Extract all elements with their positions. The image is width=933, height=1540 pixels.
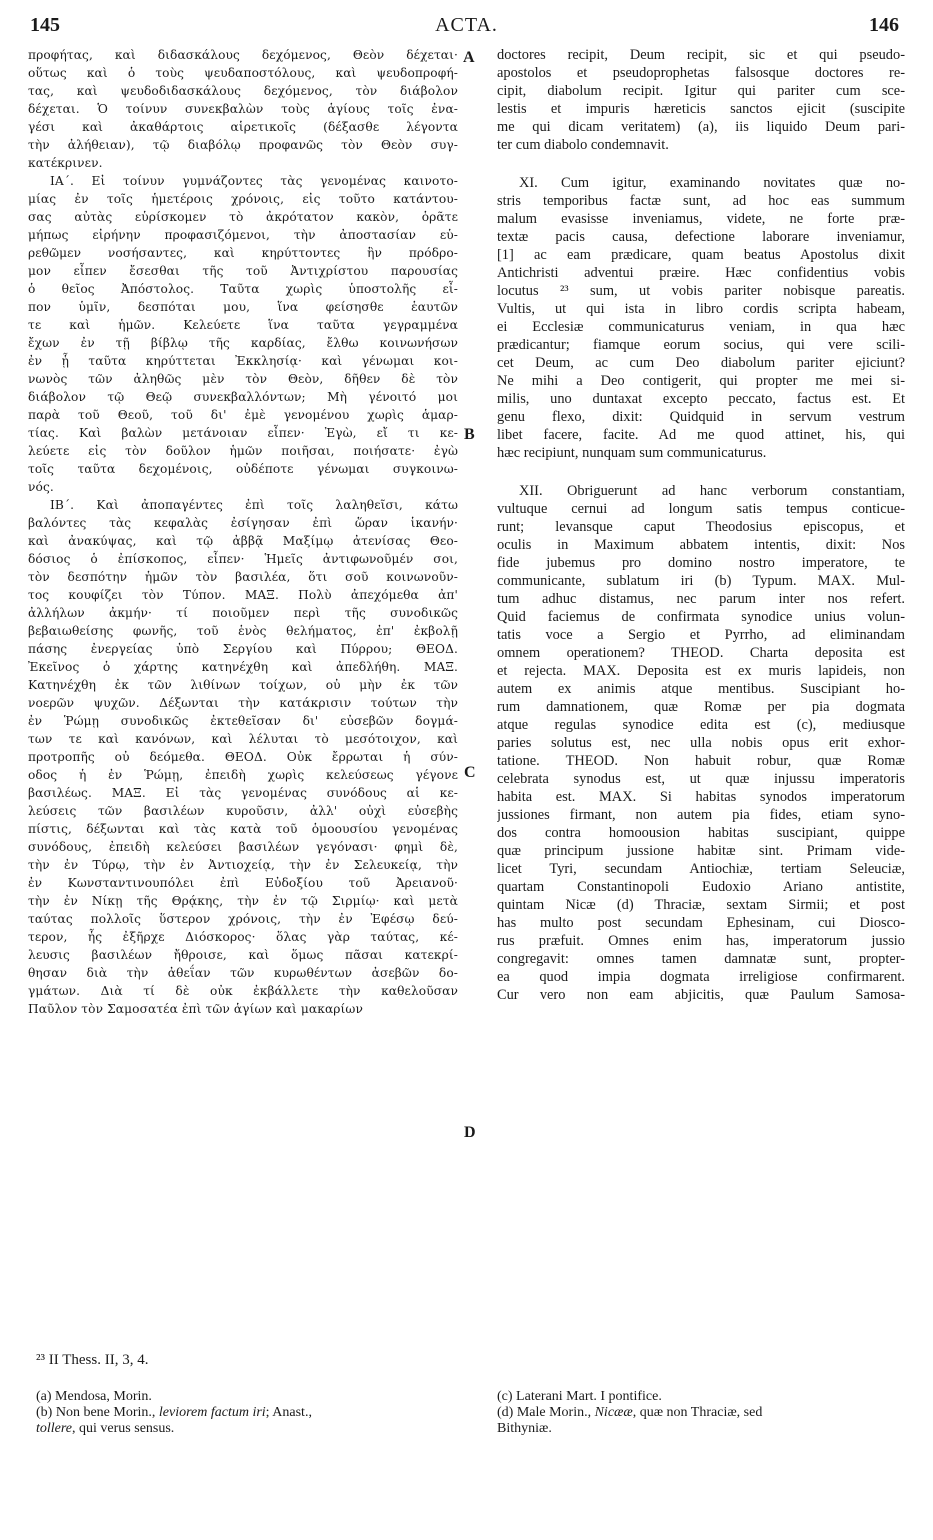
latin-text-column bbox=[497, 46, 905, 1004]
text-line: ἔχων ἐν τῇ βίβλῳ τῆς καρδίας, ἔλθω κοινωνήσων bbox=[28, 336, 458, 350]
text-line: δέχεται. Ὁ τοίνυν συνεκβαλὼν τοὺς ἁγίους τοῖς ἐνα- bbox=[28, 102, 458, 116]
text-line: tum adhuc distamus, nec parum inter nos refert. bbox=[497, 591, 905, 607]
text-line: Antichristi adventui præire. Hæc confidentius vobis bbox=[497, 265, 905, 281]
footnotes-right bbox=[497, 1389, 905, 1437]
text-line: autem ex animis atque mentibus. Suscipiant ho- bbox=[497, 681, 905, 697]
text-line: σας αὐτὰς εὑρίσκομεν τὸ ἀκρότατον κακὸν, ὁρᾶτε bbox=[28, 210, 458, 224]
text-line: τίας. Καὶ βαλὼν μετάνοιαν εἶπεν· Ἐγὼ, εἴ τι κε- bbox=[28, 426, 458, 440]
text-line: [1] ac eam prædicare, quam beatus Apostolus dixit bbox=[497, 247, 905, 263]
greek-text-column bbox=[28, 46, 458, 1018]
text-line: ἀλλήλων ἀκμήν· τί ποιοῦμεν περὶ τῆς συνοδικῶς bbox=[28, 606, 458, 620]
text-line: jussiones firmant, non autem pia fides, etiam syno- bbox=[497, 807, 905, 823]
text-line: Παῦλον τὸν Σαμοσατέα ἐπὶ τῶν ἁγίων καὶ μακαρίων bbox=[28, 1002, 363, 1016]
text-line: me qui dicam veritatem) (a), iis liquido Deum pari- bbox=[497, 119, 905, 135]
text-line: hæc recipiunt, nunquam sum communicaturus. bbox=[497, 445, 767, 461]
text-line: ἐν Κωνσταντινουπόλει ἐπὶ Εὐδοξίου τοῦ Ἀρειανοῦ· bbox=[28, 876, 458, 890]
text-line: Vultis, ut qui ista in libro cordis scripta habeam, bbox=[497, 301, 905, 317]
footnote-d-continued: Bithyniæ. bbox=[497, 1421, 552, 1436]
text-line: παρὰ τοῦ Θεοῦ, τοῦ δι' ἐμὲ γενομένου χωρὶς ἁμαρ- bbox=[28, 408, 458, 422]
text-line: rus præfuit. Omnes enim has, imperatorum jussio bbox=[497, 933, 905, 949]
text-line: Cur vero non eam abjicitis, quæ Paulum Samosa- bbox=[497, 987, 905, 1003]
text-line: stris temporibus factæ sunt, ad hoc eas summum bbox=[497, 193, 905, 209]
text-line: lestis et impuris hæreticis sanctos ejicit (suscipite bbox=[497, 101, 905, 117]
text-line: textæ pacis causa, defectione laborare inveniamur, bbox=[497, 229, 905, 245]
text-line: Κατηνέχθη ἐκ τῶν λιθίνων τοίχων, οὐ μὴν ἐκ τῶν bbox=[28, 678, 458, 692]
text-line: οὕτως καὶ ὁ τοὺς ψευδαποστόλους, καὶ ψευδοπροφή- bbox=[28, 66, 458, 80]
text-line: βασιλέως. ΜΑΞ. Εἰ τὰς γενομένας συνόδους αἱ κε- bbox=[28, 786, 458, 800]
text-line: μον εἶπεν ἔσεσθαι τῆς τοῦ Ἀντιχρίστου παρουσίας bbox=[28, 264, 458, 278]
text-line: τας, καὶ ψευδοδιδασκάλους δεχόμενος, τὸν διάβολον bbox=[28, 84, 458, 98]
text-line: oculis in Maximum abbatem intentis, dixit: Nos bbox=[497, 537, 905, 553]
text-line: vultuque cernui ad longum satis tempus conticue- bbox=[497, 501, 905, 517]
text-line: Quid faciemus de confirmata synodice unius volun- bbox=[497, 609, 905, 625]
text-line: cipit, diabolum recipit. Igitur qui pariter cum sce- bbox=[497, 83, 905, 99]
text-line: των τε καὶ κανόνων, καὶ λέλυται τὸ μεσότοιχον, καὶ bbox=[28, 732, 458, 746]
text-line: tatis voce a Sergio et Pyrrho, ad eliminandam bbox=[497, 627, 905, 643]
text-line: τερον, ἧς ἐξῆρχε Διόσκορος· ὅλας γὰρ ταύτας, κέ- bbox=[28, 930, 458, 944]
footnote-b: (b) Non bene Morin., leviorem factum iri; Anast., bbox=[36, 1405, 312, 1420]
text-line: τὴν ἀλήθειαν), τῷ διαβόλῳ προφανῶς τὸν Θεὸν συγ- bbox=[28, 138, 458, 152]
text-line: νός. bbox=[28, 480, 54, 494]
text-line: habita est. MAX. Si habitas synodos imperatorum bbox=[497, 789, 905, 805]
text-line: paries solutus est, nec ulla nobis opus erit exhor- bbox=[497, 735, 905, 751]
text-line: cet Deum, ac cum Deo diabolum pariter ejiciunt? bbox=[497, 355, 905, 371]
text-line: τε καὶ ἡμῶν. Κελεύετε ἵνα ταῦτα γεγραμμένα bbox=[28, 318, 458, 332]
text-line: doctores recipit, Deum recipit, sic et qui pseudo- bbox=[497, 47, 905, 63]
text-line: λευσις βασιλέων ἤθροισε, καὶ ὅμως πᾶσαι κατεκρί- bbox=[28, 948, 458, 962]
left-page-number: 145 bbox=[30, 14, 60, 36]
text-line: ἐν ᾗ ταῦτα κηρύττεται Ἐκκλησίᾳ· καὶ γένωμαι κοι- bbox=[28, 354, 458, 368]
text-line: οδος ἡ ἐν Ῥώμῃ, ἐπειδὴ χωρὶς κελεύσεως γέγονε bbox=[28, 768, 458, 782]
running-title: ACTA. bbox=[435, 14, 498, 36]
scripture-reference: ²³ II Thess. II, 3, 4. bbox=[36, 1352, 149, 1368]
footnotes-left bbox=[36, 1389, 456, 1437]
text-line: XI. Cum igitur, examinando novitates quæ no- bbox=[519, 175, 905, 191]
text-line: ea quod impia dogmata irreligiose confirmarent. bbox=[497, 969, 905, 985]
text-line: τος κουφίζει τὸν Τύπον. ΜΑΞ. Πολὺ ἀπεχόμεθα ἀπ' bbox=[28, 588, 458, 602]
footnote-d: (d) Male Morin., Nicææ, quæ non Thraciæ, sed bbox=[497, 1405, 763, 1420]
text-line: runt; levansque caput Theodosius episcopus, et bbox=[497, 519, 905, 535]
running-header bbox=[0, 14, 933, 38]
text-line: et rejecta. MAX. Deposita est ex muris lapideis, non bbox=[497, 663, 905, 679]
right-page-number: 146 bbox=[869, 14, 899, 36]
text-line: κατέκρινεν. bbox=[28, 156, 103, 170]
text-line: ὁ θεῖος Ἀπόστολος. Ταῦτα χωρὶς ὑποστολῆς εἶ- bbox=[28, 282, 458, 296]
text-line: tatione. THEOD. Non habuit robur, quæ Romæ bbox=[497, 753, 905, 769]
footnote-b-continued: tollere, qui verus sensus. bbox=[36, 1421, 175, 1436]
margin-marker-c: C bbox=[464, 764, 476, 781]
text-line: omnem operationem? THEOD. Charta deposita est bbox=[497, 645, 905, 661]
text-line: συνόδους, ἐπειδὴ κελεύσει βασιλέων γεγόνασι· φημὶ δὲ, bbox=[28, 840, 458, 854]
text-line: προφήτας, καὶ διδασκάλους δεχόμενος, Θεὸν δέχεται· bbox=[28, 48, 458, 62]
text-line: πάσης ἐνεργείας ὑπὸ Σεργίου καὶ Πύρρου; ΘΕΟΔ. bbox=[28, 642, 458, 656]
text-line: communicante, sublatum iri (b) Typum. MAX. Mul- bbox=[497, 573, 905, 589]
text-line: νωνὸς τῶν ἀληθῶς μὲν τὸν Θεὸν, δῆθεν δὲ τὸν bbox=[28, 372, 458, 386]
text-line: fide jubemus pro domino nostro imperatore, te bbox=[497, 555, 905, 571]
text-line: locutus ²³ sum, ut vobis pariter nobisque pareatis. bbox=[497, 283, 905, 299]
text-line: τὴν ἐν Νίκῃ τῆς Θρᾴκης, τὴν ἐν τῷ Σιρμίῳ· καὶ μετὰ bbox=[28, 894, 458, 908]
text-line: quæ principum jussione habitæ sint. Primam vide- bbox=[497, 843, 905, 859]
text-line: λεύσεις τῶν βασιλέων κυροῦσιν, ἀλλ' οὐχὶ εὐσεβὴς bbox=[28, 804, 458, 818]
text-line: γμάτων. Διὰ τί δὲ οὐκ ἐκβάλλετε τὴν καθελοῦσαν bbox=[28, 984, 458, 998]
text-line: ΙΒ΄. Καὶ ἀποπαγέντες ἐπὶ τοῖς λαληθεῖσι, κάτω bbox=[50, 498, 458, 512]
text-line: προτροπῆς οὐ δεόμεθα. ΘΕΟΔ. Οὐκ ἔρρωται ἡ σύν- bbox=[28, 750, 458, 764]
text-line: μίας ἐν τοῖς ἡμετέροις χρόνοις, εἰς τοῦτο κατάντου- bbox=[28, 192, 458, 206]
text-line: licet Tyri, secundam Antiochiæ, tertiam Seleuciæ, bbox=[497, 861, 905, 877]
text-line: καὶ ἀνακύψας, καὶ τῷ ἀββᾷ Μαξίμῳ ἀτενίσας Θεο- bbox=[28, 534, 458, 548]
text-line: πον ὑμῖν, δεσπόται μου, ἵνα φείσησθε ἑαυτῶν bbox=[28, 300, 458, 314]
text-line: malum evasisse inveniamus, videte, ne forte præ- bbox=[497, 211, 905, 227]
text-line: quintam Nicæ (d) Thraciæ, sextam Sirmii; et post bbox=[497, 897, 905, 913]
text-line: rum damnationem, quæ Romæ per pia dogmata bbox=[497, 699, 905, 715]
text-line: dos contra homoousion habitas suscipiant, quippe bbox=[497, 825, 905, 841]
text-line: δόσιος ὁ ἐπίσκοπος, εἶπεν· Ἡμεῖς ἀντιφωνοῦμέν σοι, bbox=[28, 552, 458, 566]
text-line: ταύτας πολλοῖς ὕστερον χρόνοις, τὴν ἐν Ἐφέσῳ δεύ- bbox=[28, 912, 458, 926]
text-line: τὴν ἐν Τύρῳ, τὴν ἐν Ἀντιοχείᾳ, τὴν ἐν Σελευκείᾳ, τὴν bbox=[28, 858, 458, 872]
footnote-a: (a) Mendosa, Morin. bbox=[36, 1389, 152, 1404]
text-line: μήπως εἰρήνην προφασιζόμενοι, τὴν ἀποστασίαν εὑ- bbox=[28, 228, 458, 242]
text-line: XII. Obriguerunt ad hanc verborum constantiam, bbox=[519, 483, 905, 499]
text-line: quartam Constantinopoli Eudoxio Ariano antistite, bbox=[497, 879, 905, 895]
text-line: πίστις, δέξωνται καὶ τὰς κατὰ τοῦ ὁμοουσίου γενομένας bbox=[28, 822, 458, 836]
text-line: τοῖς ταῦτα δεχομένοις, οὐδέποτε γένωμαι συγκοινω- bbox=[28, 462, 458, 476]
margin-marker-d: D bbox=[464, 1124, 476, 1141]
text-line: ἐν Ῥώμῃ συνοδικῶς ἐκτεθεῖσαν δι' εὐσεβῶν δογμά- bbox=[28, 714, 458, 728]
text-line: has multo post secundam Ephesinam, cui Diosco- bbox=[497, 915, 905, 931]
text-line: celebrata synodus est, ut quæ injussu imperatoris bbox=[497, 771, 905, 787]
text-line: νοερῶν ψυχῶν. Δέξωνται τὴν κατάκρισιν τούτων τὴν bbox=[28, 696, 458, 710]
text-line: Ne mihi a Deo contigerit, qui propter me mei si- bbox=[497, 373, 905, 389]
footnote-c: (c) Laterani Mart. I pontifice. bbox=[497, 1389, 662, 1404]
text-line: βαλόντες τὰς κεφαλὰς ἐσίγησαν ἐπὶ ὥραν ἱκανήν· bbox=[28, 516, 458, 530]
text-line: βεβαιωθείσης φωνῆς, τοῦ ἑνὸς θελήματος, ἐπ' ἐκβολῇ bbox=[28, 624, 458, 638]
text-line: ter cum diabolo condemnavit. bbox=[497, 137, 669, 153]
margin-marker-b: B bbox=[464, 426, 475, 443]
text-line: prædicantur; fiamque eorum socius, qui vere scili- bbox=[497, 337, 905, 353]
text-line: ΙΑ΄. Εἰ τοίνυν γυμνάζοντες τὰς γενομένας καινοτο- bbox=[50, 174, 458, 188]
text-line: apostolos et pseudoprophetas falsosque doctores re- bbox=[497, 65, 905, 81]
text-line: libet facere, facite. Ad me quod attinet, his, qui bbox=[497, 427, 905, 443]
text-line: Ἐκεῖνος ὁ χάρτης κατηνέχθη καὶ ἀπεδλήθη. ΜΑΞ. bbox=[28, 660, 458, 674]
text-line: genu flexo, dixit: Quidquid in servum vestrum bbox=[497, 409, 905, 425]
text-line: διάβολον τῷ Θεῷ συνεκβαλλόντων; Μὴ γένοιτό μοι bbox=[28, 390, 458, 404]
text-line: θησαν διὰ τὴν ἀθεΐαν τῶν κυρωθέντων ἀσεβῶν δο- bbox=[28, 966, 458, 980]
margin-marker-a: A bbox=[463, 49, 475, 66]
text-line: milis, uno duntaxat excepto peccato, factus est. Et bbox=[497, 391, 905, 407]
text-line: λεύετε εἰς τὸν δοῦλον ἡμῶν ποιῆσαι, ποιήσατε· ἐγὼ bbox=[28, 444, 458, 458]
text-line: atque regulas synodice edita est (c), mediusque bbox=[497, 717, 905, 733]
text-line: τὸν δεσπότην ἡμῶν τὸν βασιλέα, ὅτι σοῦ κοινωνοῦν- bbox=[28, 570, 458, 584]
text-line: γέσι καὶ ἀκαθάρτοις αἱρετικοῖς (δέξασθε λέγοντα bbox=[28, 120, 458, 134]
text-line: ei Ecclesiæ communicaturus veniam, in qua hæc bbox=[497, 319, 905, 335]
text-line: ρεθῶμεν νοσήσαντες, καὶ κηρύττοντες ἣν πρόδρο- bbox=[28, 246, 458, 260]
text-line: congregavit: omnes tamen damnatæ sunt, propter- bbox=[497, 951, 905, 967]
